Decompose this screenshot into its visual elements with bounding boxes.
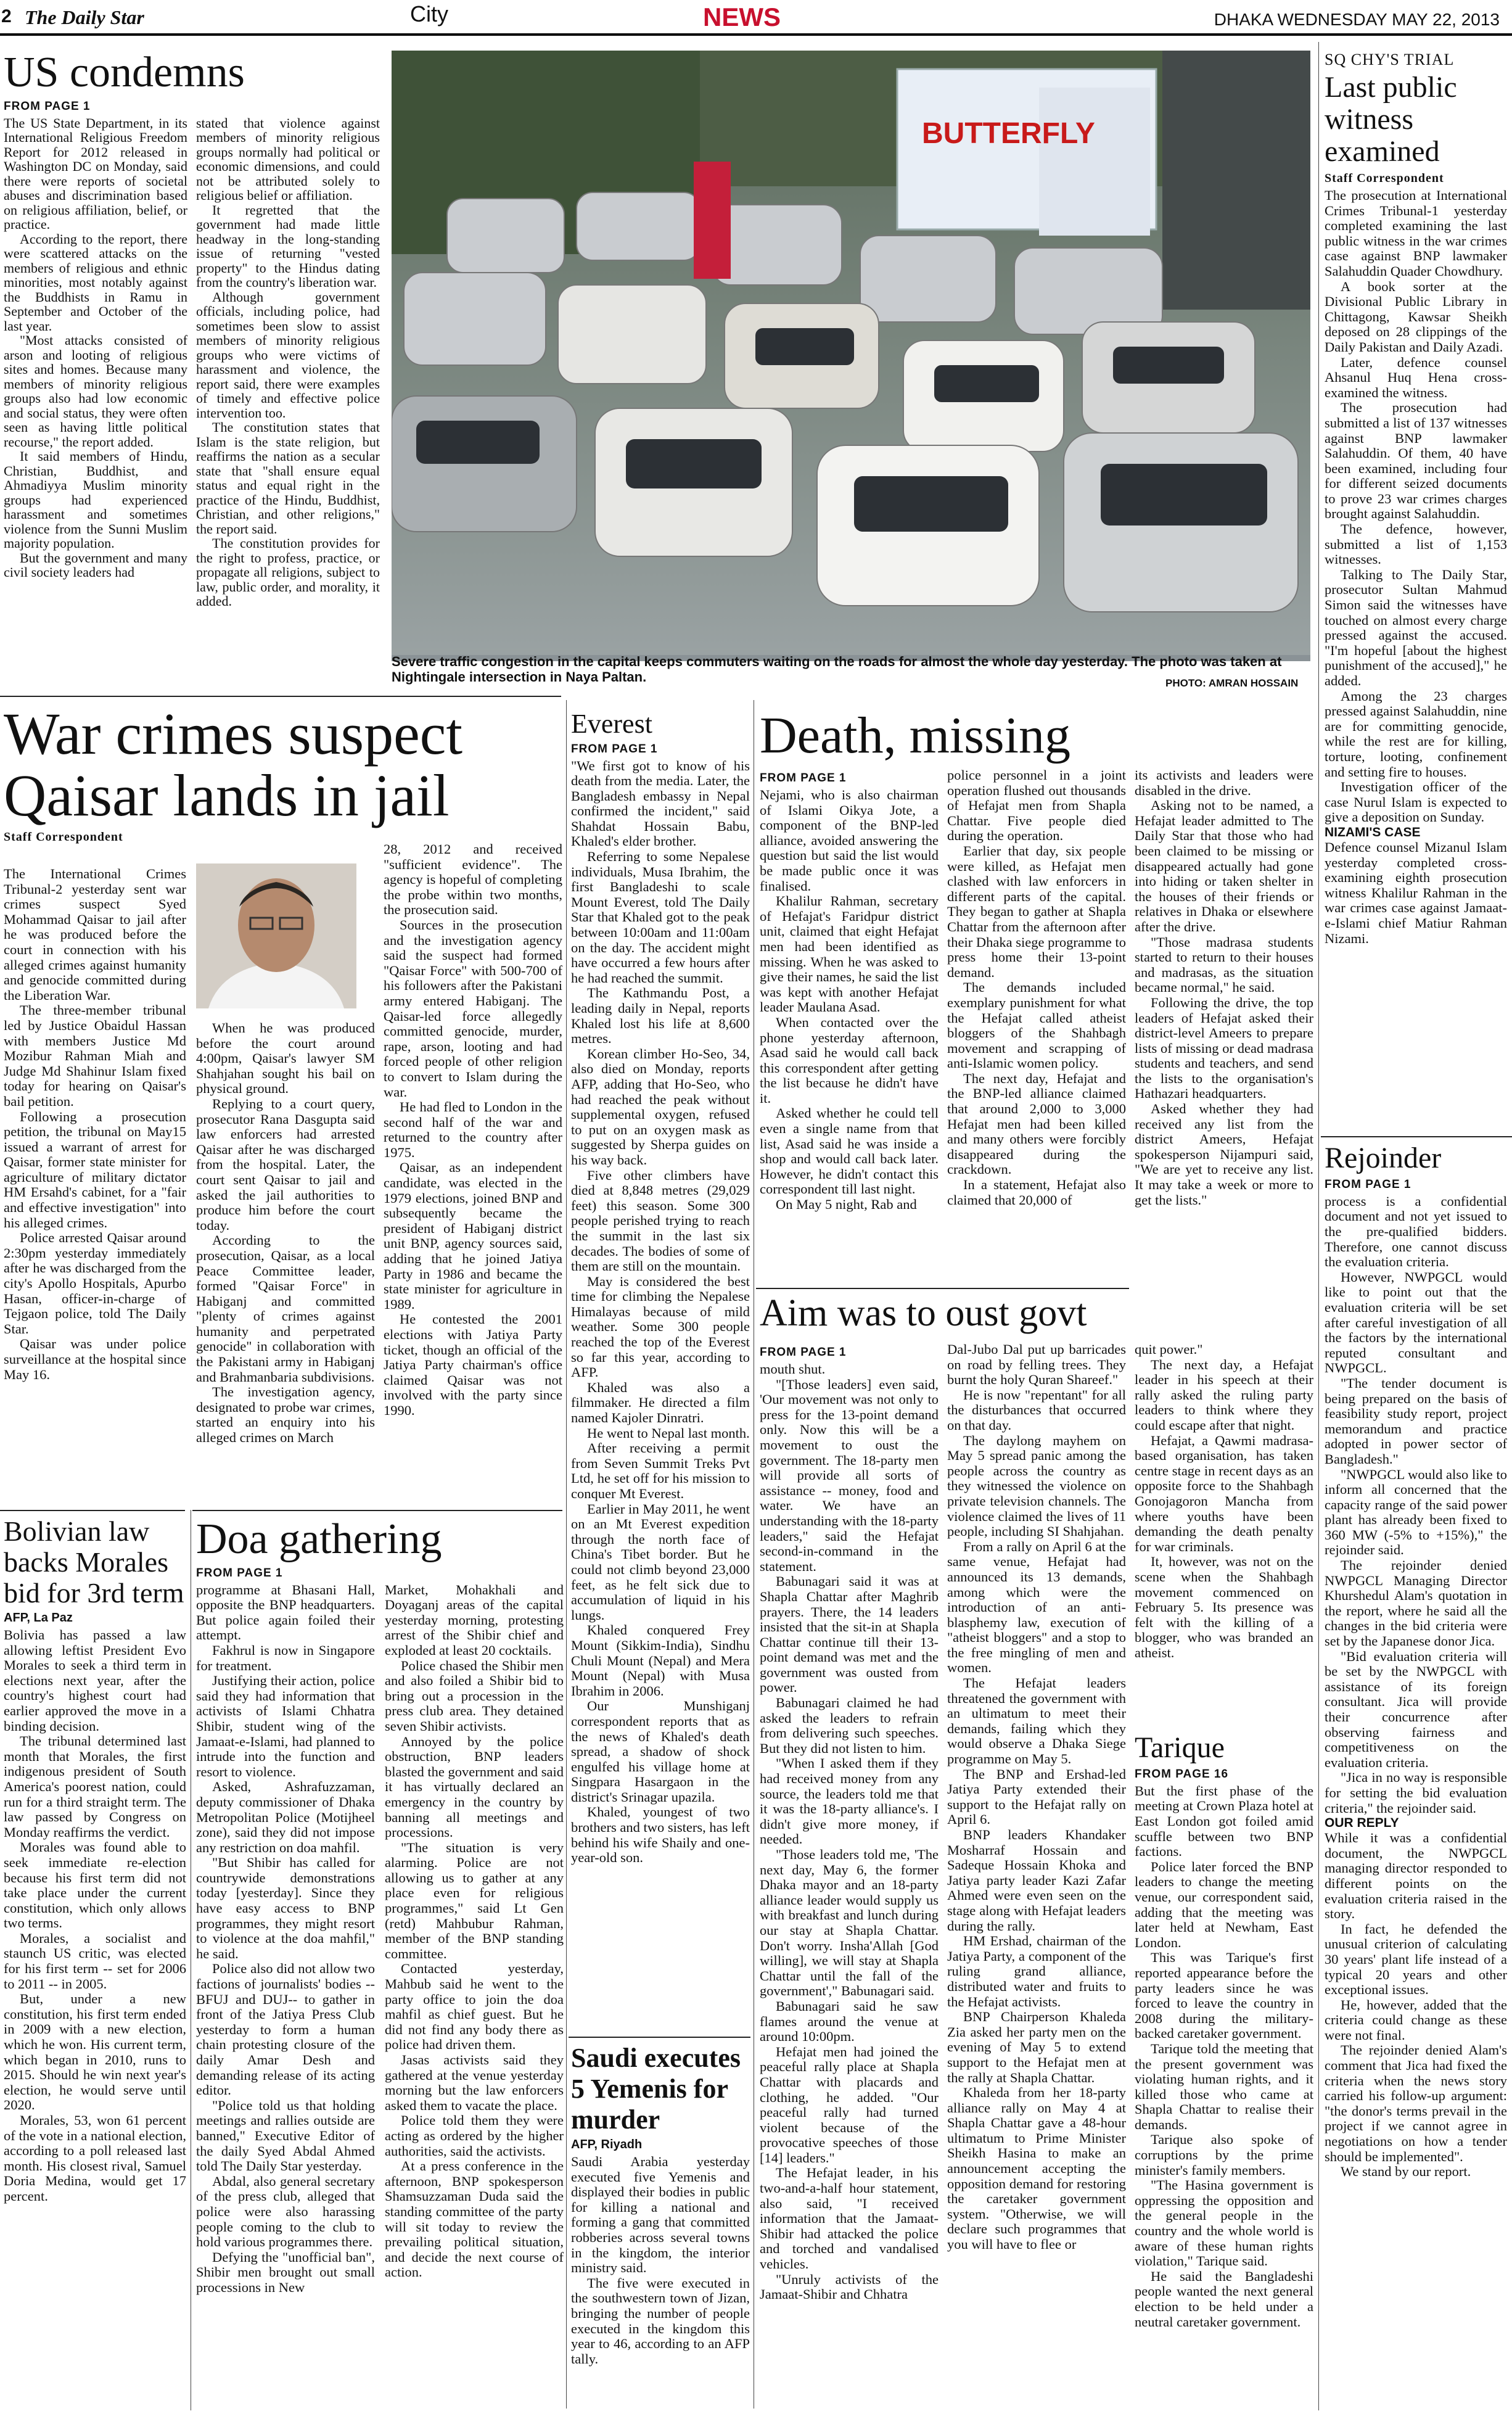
paragraph: When contacted over the phone yesterday afternoon, Asad said he would call back this correspondent after getting the list because he didn't have it.: [760, 1014, 939, 1106]
traffic-photo: [392, 51, 1310, 661]
byline: Staff Correspondent: [4, 830, 123, 844]
article-column: [384, 842, 562, 1419]
story-sq-chy-trial: [1325, 51, 1507, 946]
article-column: [4, 116, 187, 609]
paragraph: Khalilur Rahman, secretary of Hefajat's Faridpur district unit, claimed that eight Hefajat men had been identified as missing. When he was asked to give their names, he said the list was kept with another Hefajat leader Maulana Asad.: [760, 893, 939, 1015]
paragraph: He, however, added that the criteria could change as these were not final.: [1325, 1997, 1507, 2043]
paragraph: The investigation agency, designated to probe war crimes, started an enquiry into his alleged crimes on March: [196, 1384, 375, 1446]
article-column: [1325, 1194, 1507, 1816]
paragraph: Abdal, also general secretary of the press club, alleged that police were also harassing people coming to the club to hold various programmes there.: [196, 2173, 375, 2250]
article-column: [571, 2154, 750, 2367]
paragraph: Khaled conquered Frey Mount (Sikkim-India), Sindhu Chuli Mount (Nepal) and Mera Mount (Nepal) with Musa Ibrahim in 2006.: [571, 1622, 750, 1699]
paragraph: "[Those leaders] even said, 'Our movement was not only to press for the 13-point demand only. Now this will be a movement to oust the government. The 18-party men will provide all sorts of assistance -- money, food and water. We have an understanding with the 18-party leaders," said the Hefajat second-in-command in the statement.: [760, 1376, 939, 1574]
paragraph: The next day, a Hefajat leader in his speech at their rally asked the ruling party leaders to think where they could escape after that night.: [1135, 1356, 1313, 1433]
paragraph: The prosecution at International Crimes Tribunal-1 yesterday completed examining the last public witness in the war crimes case against BNP lawmaker Salahuddin Quader Chowdhury.: [1325, 188, 1507, 279]
story-qaisar: [4, 703, 565, 847]
paragraph: The next day, Hefajat and the BNP-led alliance claimed that around 2,000 to 3,000 Hefajat men had been killed and many others were forcibly disappeared during the crackdown.: [947, 1070, 1126, 1177]
article-column: [947, 1342, 1126, 2252]
column-rule: [566, 700, 567, 2409]
headline: Doa gathering: [196, 1515, 442, 1563]
photo-caption: Severe traffic congestion in the capital keeps commuters waiting on the roads for almost the whole day yesterday. The photo was taken at Nightingale intersection in Naya Paltan.: [392, 654, 1282, 685]
headline: Rejoinder: [1325, 1142, 1442, 1174]
headline: Death, missing: [760, 707, 1070, 764]
section-label: NEWS: [703, 2, 781, 31]
paragraph: Dal-Jubo Dal put up barricades on road by felling trees. They burnt the holy Quran Shareef.": [947, 1342, 1126, 1388]
kicker: FROM PAGE 1: [760, 1346, 847, 1359]
paragraph: "The tender document is being prepared on the basis of feasibility study report, project memorandum and practice adopted in power sector of Bangladesh.": [1325, 1375, 1507, 1467]
headline: Tarique: [1135, 1731, 1225, 1764]
paragraph: Babunagari said he saw flames around the venue at around 10:00pm.: [760, 1998, 939, 2045]
article-column: [760, 1342, 939, 2302]
article-column: [1135, 1784, 1313, 2330]
paragraph: He is now "repentant" for all the disturbances that occurred on that day.: [947, 1387, 1126, 1433]
paragraph: When he was produced before the court around 4:00pm, Qaisar's lawyer SM Shahjahan sought his bail on physical ground.: [196, 1020, 375, 1097]
paragraph: But the first phase of the meeting at Crown Plaza hotel at East London got foiled amid scuffle between two BNP factions.: [1135, 1782, 1313, 1860]
paragraph: Our Munshiganj correspondent reports that as the news of Khaled's death spread, a shadow of shock engulfed his village home at Singpara Hasargaon in the district's Srinagar upazila.: [571, 1698, 750, 1805]
divider: [569, 2037, 750, 2038]
paragraph: Asked whether he could tell even a single name from that list, Asad said he was inside a shop and would call back later. However, he didn't contact this correspondent till last night.: [760, 1105, 939, 1197]
paragraph: The tribunal determined last month that Morales, the first indigenous president of South America's poorest nation, could run for a third straight term. The law passed by Congress on Monday reaffirms the verdict.: [4, 1733, 186, 1840]
paragraph: process is a confidential document and not yet issued to the pre-qualified bidders. Therefore, one cannot discuss the evaluation criteria.: [1325, 1193, 1507, 1270]
paragraph: The constitution provides for the right to profess, practice, or propagate all religions, subject to law, public order, and morality, it added.: [196, 535, 380, 609]
byline: Staff Correspondent: [1325, 171, 1444, 185]
paragraph: 28, 2012 and received "sufficient evidence". The agency is hopeful of completing the probe within two months, the prosecution said.: [384, 841, 562, 918]
paragraph: The US State Department, in its International Religious Freedom Report for 2012 released in Washington DC on Monday, said there were reports of societal abuses and discrimination based on religious affiliation, belief, or practice.: [4, 115, 187, 233]
headline: Last public witness examined: [1325, 71, 1457, 168]
paragraph: "Those leaders told me, 'The next day, May 6, the former Dhaka mayor and an 18-party alliance leader would supply us with breakfast and lunch during our stay at Shapla Chattar. Don't worry. Insha'Allah [God willing], we will stay at Shapla Chattar until the fall of the government'," Babunagari said.: [760, 1847, 939, 1999]
article-column: [4, 1628, 186, 2204]
paragraph: Asked whether they had received any list from the district Ameers, Hefajat spokesperson Nijampuri said, "We are yet to receive any list. It may take a week or more to get the lists.": [1135, 1101, 1313, 1208]
paragraph: Defence counsel Mizanul Islam yesterday completed cross-examining eighth prosecution witness Khalilur Rahman in the war crimes case against Jamaat-e-Islami chief Matiur Rahman Nizami.: [1325, 839, 1507, 946]
paragraph: The five were executed in the southwestern town of Jizan, bringing the number of people executed in the kingdom this year to 46, according to an AFP tally.: [571, 2275, 750, 2367]
portrait-graphic: [196, 863, 356, 1008]
portrait-photo: [196, 863, 356, 1008]
paragraph: The constitution states that Islam is the state religion, but reaffirms the nation as a secular state that "shall ensure equal status and equal right in the practice of the Hindu, Buddhist, Christian, and other religions," the report said.: [196, 419, 380, 537]
paragraph: "Those madrasa students started to return to their houses and madrasas, as the situation became normal," he said.: [1135, 934, 1313, 995]
paragraph: Following a prosecution petition, the tribunal on May15 issued a warrant of arrest for Qaisar, former state minister for agriculture of military dictator HM Ersahd's cabinet, for a "fair and effective investigation" into his alleged crimes.: [4, 1108, 186, 1230]
masthead-logo: The Daily Star: [25, 6, 144, 28]
paragraph: It, however, was not on the scene when the Shahbagh movement commenced on February 5. Its presence was felt with the killing of a blogger, who was branded an atheist.: [1135, 1554, 1313, 1660]
paragraph: "Police told us that holding meetings and rallies outside are banned," Executive Editor of the daily Syed Abdal Ahmed told The Daily Star yesterday.: [196, 2097, 375, 2174]
header-rule: [0, 33, 1512, 36]
page-header: [0, 0, 1512, 37]
paragraph: HM Ershad, chairman of the Jatiya Party, a component of the ruling grand alliance, distributed water and fruits to the Hefajat activists.: [947, 1933, 1126, 2009]
paragraph: Police later forced the BNP leaders to change the meeting venue, our correspondent said, adding that the meeting was later held at Newham, East London.: [1135, 1858, 1313, 1950]
article-column: [385, 1583, 564, 2296]
paragraph: The BNP and Ershad-led Jatiya Party extended their support to the Hefajat rally on April 6.: [947, 1766, 1126, 1828]
paragraph: May is considered the best time for climbing the Nepalese Himalayas because of mild weather. Some 300 people reached the top of the Everest so far this year, according to AFP.: [571, 1273, 750, 1380]
story-everest: [571, 709, 750, 1866]
paragraph: Tarique told the meeting that the present government was violating human rights, and it killed those who came at Shapla Chattar to realise their demands.: [1135, 2040, 1313, 2132]
story-doa-gathering: [196, 1516, 566, 2296]
paragraph: At a press conference in the afternoon, BNP spokesperson Shamsuzzaman Duda said the standing committee of the party will sit today to review the prevailing political situation, and decide the next course of action.: [385, 2158, 564, 2280]
paragraph: Nejami, who is also chairman of Islami Oikya Jote, a component of the BNP-led alliance, avoided answering the question but said the list would be made public once it was finalised.: [760, 787, 939, 894]
paragraph: Morales was found able to seek immediate re-election because his first term did not take place under the current constitution, which only allows two terms.: [4, 1839, 186, 1931]
paragraph: He said the Bangladeshi people wanted the next general election to be held under a neutral caretaker government.: [1135, 2268, 1313, 2330]
agency-line: AFP, La Paz: [4, 1611, 73, 1625]
paragraph: He had fled to London in the second half of the war and returned to the country after 1975.: [384, 1099, 562, 1160]
page-number: 2: [1, 6, 12, 27]
paragraph: Later, defence counsel Ahsanul Huq Hena cross-examined the witness.: [1325, 354, 1507, 400]
paragraph: Hefajat men had joined the peaceful rally place at Shapla Chattar with placards and clothing, he added. "Our peaceful rally had turned violent because of the provocative speeches of those [14] leaders.": [760, 2043, 939, 2166]
article-column: [947, 768, 1126, 1208]
paragraph: The Kathmandu Post, a leading daily in Nepal, reports Khaled lost his life at 8,600 metres.: [571, 985, 750, 1047]
paragraph: After receiving a permit from Seven Summit Treks Pvt Ltd, he set off for his mission to conquer Mt Everest.: [571, 1440, 750, 1502]
paragraph: Babunagari claimed he had asked the leaders to refrain from delivering such speeches. But they did not listen to him.: [760, 1695, 939, 1756]
paragraph: Investigation officer of the case Nurul Islam is expected to give a deposition on Sunday.: [1325, 779, 1507, 825]
subhead: OUR REPLY: [1325, 1816, 1399, 1831]
kicker: FROM PAGE 1: [1325, 1177, 1411, 1191]
paragraph: Justifying their action, police said they had information that activists of Islami Chhatra Shibir, student wing of the Jamaat-e-Islami, had planned to intrude into the function and resort to violence.: [196, 1673, 375, 1779]
paragraph: He went to Nepal last month.: [587, 1425, 750, 1441]
paragraph: Police arrested Qaisar around 2:30pm yesterday immediately after he was discharged from the city's Apollo Hospitals, Apurbo Hasan, officer-in-charge of Tejgaon police, told The Daily Star.: [4, 1230, 186, 1337]
paragraph: Korean climber Ho-Seo, 34, also died on Monday, reports AFP, adding that Ho-Seo, who had reached the peak without supplemental oxygen, refused to put on an oxygen mask as suggested by Sherpa guides on his way back.: [571, 1045, 750, 1168]
paragraph: In a statement, Hefajat also claimed that 20,000 of: [947, 1177, 1126, 1208]
paragraph: Asking not to be named, a Hefajat leader admitted to The Daily Star that those who had been claimed to be missing or disappeared actually had gone into hiding or taken shelter in the houses of their friends or relatives in Dhaka or elsewhere after the drive.: [1135, 797, 1313, 934]
paragraph: The Hefajat leaders threatened the government with an ultimatum to meet their demands, failing which they would observe a Dhaka Siege programme on May 5.: [947, 1675, 1126, 1767]
article-column: [1135, 1342, 1313, 1660]
divider: [0, 696, 561, 697]
story-tarique: [1135, 1732, 1313, 2330]
article-column: [760, 768, 939, 1213]
paragraph: Qaisar was under police surveillance at the hospital since May 16.: [4, 1336, 186, 1382]
divider: [0, 1510, 185, 1511]
kicker: FROM PAGE 1: [760, 772, 847, 785]
paragraph: "The situation is very alarming. Police are not allowing us to gather at any place even for religious programmes," said Lt Gen (retd) Mahbubur Rahman, member of the BNP standing committee.: [385, 1839, 564, 1961]
story-aim: [760, 1293, 1130, 1334]
paragraph: mouth shut.: [760, 1361, 826, 1377]
paragraph: According to the prosecution, Qaisar, as a local Peace Committee leader, formed "Qaisar Force" in Habiganj and committed "plenty of crimes against humanity and perpetrated genocide" in collaboration with the Pakistani army in Habiganj and Brahmanbaria subdivisions.: [196, 1232, 375, 1385]
paragraph: But, under a new constitution, his first term ended in 2009 with a new election, which he won. His current term, which began in 2010, runs to 2015. Should he win next year's election, he would serve until 2020.: [4, 1991, 186, 2113]
paragraph: Contacted yesterday, Mahbub said he went to the party office to join the doa mahfil as chief guest. But he did not find any body there as police had driven them.: [385, 1961, 564, 2053]
paragraph: Earlier in May 2011, he went on an Mt Everest expedition through the north face of China's Tibet border. But he could not climb beyond 23,000 feet, as he felt sick due to accumulation of liquid in his lungs.: [571, 1501, 750, 1623]
photo-credit: PHOTO: AMRAN HOSSAIN: [1165, 677, 1299, 689]
paragraph: Although government officials, including police, had sometimes been slow to assist members of minority religious groups who were victims of harassment and violence, the report said, there were examples of timely and effective police intervention too.: [196, 289, 380, 421]
traffic-photo-graphic: [392, 51, 1310, 655]
paragraph: This was Tarique's first reported appearance before the party leaders since he was forced to leave the country in 2008 during the military-backed caretaker government.: [1135, 1950, 1313, 2042]
paragraph: Hefajat, a Qawmi madrasa-based organisation, has taken centre stage in recent days as an opposite force to the Shahbagh Gonojagoron Mancha from where youths have been demanding the death penalty for war criminals.: [1135, 1432, 1313, 1554]
article-column: [571, 759, 750, 1866]
headline: Everest: [571, 709, 652, 739]
paragraph: Asked, Ashrafuzzaman, deputy commissioner of Dhaka Metropolitan Police (Motijheel zone), said they did not impose any restriction on doa mahfil.: [196, 1779, 375, 1855]
paragraph: Police also did not allow two factions of journalists' bodies -- BFUJ and DUJ-- to gather in front of the Jatiya Press Club yesterday to form a human chain protesting closure of the daily Amar Desh and demanding release of its acting editor.: [196, 1961, 375, 2098]
paragraph: stated that violence against members of minority religious groups normally had political or economic dimensions, and could not be attributed solely to religious belief or affiliation.: [196, 115, 380, 204]
truck-logo-text: BUTTERFLY: [922, 117, 1095, 150]
paragraph: "Bid evaluation criteria will be set by the NWPGCL with assistance of its foreign consultant. Jica will provide their concurrence after observing fairness and competitiveness on the evaluation criteria.: [1325, 1648, 1507, 1770]
paragraph: Market, Mohakhali and Doyaganj areas of the capital yesterday morning, protesting arrest of the Shibir chief and exploded at least 20 cocktails.: [385, 1581, 564, 1658]
paragraph: According to the report, there were scattered attacks on the members of religious and ethnic minorities, most notably against the Buddhists in Ramu in September and October of the last year.: [4, 231, 187, 334]
paragraph: programme at Bhasani Hall, opposite the BNP headquarters. But police again foiled their attempt.: [196, 1581, 375, 1643]
column-rule: [1318, 42, 1319, 2410]
divider: [756, 1288, 1129, 1289]
paragraph: Khaled, youngest of two brothers and two sisters, has left behind his wife Shaily and one-year-old son.: [571, 1804, 750, 1866]
paragraph: Khaled was also a filmmaker. He directed a film named Kajoler Dinratri.: [571, 1379, 750, 1426]
paragraph: He contested the 2001 elections with Jatiya Party ticket, though an official of the Jatiya Party chairman's office claimed Qaisar was not involved with the party since 1990.: [384, 1311, 562, 1418]
paragraph: Following the drive, the top leaders of Hefajat asked their district-level Ameers to prepare lists of missing or dead madrasa students and teachers, and send the lists to the organisation's Hathazari headquarters.: [1135, 994, 1313, 1102]
article-column: [196, 1021, 375, 1446]
paragraph: Among the 23 charges pressed against Salahuddin, nine are for committing genocide, while the rest are for killing, torture, looting, confinement and setting fire to houses.: [1325, 688, 1507, 780]
paragraph: Defying the "unofficial ban", Shibir men brought out small processions in New: [196, 2249, 375, 2295]
paragraph: "Unruly activists of the Jamaat-Shibir and Chhatra: [760, 2271, 939, 2302]
headline: Aim was to oust govt: [760, 1292, 1087, 1334]
divider: [192, 1510, 562, 1511]
paragraph: Referring to some Nepalese individuals, Musa Ibrahim, the first Bangladeshi to scale Mount Everest, told The Daily Star that Khaled got to the peak between 10:00am and 11:00am on the day. The accident might have occurred a few hours after he had reached the summit.: [571, 849, 750, 986]
article-column: [1325, 188, 1507, 825]
headline: Bolivian law backs Morales bid for 3rd term: [4, 1515, 184, 1609]
paragraph: police personnel in a joint operation flushed out thousands of Hefajat men from Shapla Chattar. Five people died during the operation.: [947, 767, 1126, 844]
paragraph: In fact, he defended the unusual criterion of calculating 30 years' plant life instead of a typical 20 years and other exceptional issues.: [1325, 1921, 1507, 1998]
article-column: [1325, 840, 1507, 946]
paragraph: From a rally on April 6 at the same venue, Hefajat had announced its 13 demands, among which were the introduction of an anti-blasphemy law, execution of "atheist bloggers" and a stop to the free mingling of men and women.: [947, 1538, 1126, 1676]
paragraph: "But Shibir has called for countrywide demonstrations today [yesterday]. Since they have easy access to BNP programmes, they might resort to violence at the doa mahfil," he said.: [196, 1855, 375, 1961]
kicker: FROM PAGE 1: [4, 99, 91, 113]
paragraph: "Jica in no way is responsible for setting the bid evaluation criteria," the rejoinder said.: [1325, 1770, 1507, 1816]
paragraph: Khaleda from her 18-party alliance rally on May 4 at Shapla Chattar gave a 48-hour ultimatum to Prime Minister Sheikh Hasina to make an announcement accepting the opposition demand for restoring the caretaker government system. "Otherwise, we will declare such programmes that you will have to flee or: [947, 2085, 1126, 2252]
kicker: FROM PAGE 16: [1135, 1767, 1229, 1781]
headline: US condemns: [4, 49, 245, 96]
paragraph: The rejoinder denied NWPGCL Managing Director Khurshedul Alam's quotation in the report, where he said all the changes in the bid criteria were set by the Japanese donor Jica.: [1325, 1557, 1507, 1649]
paragraph: The prosecution had submitted a list of 137 witnesses against BNP lawmaker Salahuddin. Of them, 40 have been examined, including four for different seized documents to prove 23 war crimes charges brought against Salahuddin.: [1325, 400, 1507, 522]
paragraph: "The Hasina government is oppressing the opposition and the general people in the country and the whole world is aware of these human rights violation," Tarique said.: [1135, 2177, 1313, 2269]
paragraph: Replying to a court query, prosecutor Rana Dasgupta said law enforcers had arrested Qaisar after he was discharged from the hospital. Later, the court sent Qaisar to jail and asked the jail authorities to produce him before the court today.: [196, 1095, 375, 1233]
kicker: FROM PAGE 1: [196, 1566, 283, 1580]
headline: War crimes suspect Qaisar lands in jail: [4, 701, 462, 828]
paragraph: Saudi Arabia yesterday executed five Yemenis and displayed their bodies in public for killing a national and forming a gang that committed robberies across several towns in the kingdom, the interior ministry said.: [571, 2154, 750, 2276]
subhead: NIZAMI'S CASE: [1325, 825, 1421, 839]
article-column: [1135, 768, 1313, 1208]
article-column: [196, 116, 380, 609]
paragraph: "NWPGCL would also like to inform all concerned that the capacity range of the said power plant has already been fixed to 360 MW (-5% to +15%)," the rejoinder said.: [1325, 1466, 1507, 1558]
dateline: DHAKA WEDNESDAY MAY 22, 2013: [1214, 10, 1500, 29]
paragraph: The rejoinder denied Alam's comment that Jica had fixed the criteria when the news story carried his follow-up argument: "the donor's terms prevail in the project if we cannot agree in negotiations on how a tender should be implemented".: [1325, 2042, 1507, 2164]
headline: Saudi executes 5 Yemenis for murder: [571, 2043, 741, 2135]
paragraph: The Hefajat leader, in his two-and-a-half hour statement, also said, "I received information that the Jamaat-Shibir had attacked the police and torched and vandalised vehicles.: [760, 2165, 939, 2272]
paragraph: The defence, however, submitted a list of 1,153 witnesses.: [1325, 521, 1507, 567]
article-column: [4, 867, 186, 1382]
paragraph: Qaisar, as an independent candidate, was elected in the 1979 elections, joined BNP and subsequently became the president of Habiganj district unit BNP, agency sources said, adding that he joined Jatiya Party in 1986 and became the state minister for agriculture in 1989.: [384, 1160, 562, 1312]
paragraph: It regretted that the government had made little headway in the long-standing issue of returning "vested property" to the Hindus dating from the country's liberation war.: [196, 202, 380, 291]
paragraph: We stand by our report.: [1341, 2164, 1471, 2180]
paragraph: While it was a confidential document, the NWPGCL managing director responded to different points on the evaluation criteria raised in the story.: [1325, 1830, 1507, 1922]
paragraph: Annoyed by the police obstruction, BNP leaders blasted the government and said it has virtually declared an emergency in the country by banning all meetings and processions.: [385, 1733, 564, 1840]
article-column: [196, 1583, 375, 2296]
paragraph: "Most attacks consisted of arson and looting of religious sites and homes. Because many members of minority religious groups also had low economic and social status, they were often seen as having little political recourse," the report added.: [4, 332, 187, 450]
story-rejoinder: [1325, 1142, 1507, 2180]
paragraph: The demands included exemplary punishment for what the Hefajat called atheist bloggers of the Shahbagh movement and scrapping of anti-Islamic women policy.: [947, 979, 1126, 1071]
paragraph: The three-member tribunal led by Justice Obaidul Hassan with members Justice Md Mozibur Rahman Miah and Judge Md Shahinur Islam fixed today for hearing on Qaisar's bail petition.: [4, 1002, 186, 1109]
paragraph: quit power.": [1135, 1342, 1203, 1357]
paragraph: Morales, 53, won 61 percent of the vote in a national election, according to a poll released last month. His closest rival, Samuel Doria Medina, would get 17 percent.: [4, 2112, 186, 2204]
paragraph: Police chased the Shibir men and also foiled a Shibir bid to bring out a procession in the press club area. They detained seven Shibir activists.: [385, 1657, 564, 1734]
kicker: FROM PAGE 1: [571, 742, 658, 756]
paragraph: "We first got to know of his death from the media. Later, the Bangladesh embassy in Nepal confirmed the incident," said Shahdat Hossain Babu, Khaled's elder brother.: [571, 757, 750, 849]
story-us-condemns: [4, 49, 380, 609]
agency-line: AFP, Riyadh: [571, 2138, 643, 2151]
story-death-missing: [760, 708, 1315, 764]
paragraph: On May 5 night, Rab and: [776, 1197, 917, 1213]
paragraph: BNP Chairperson Khaleda Zia asked her party men on the evening of May 5 to extend support to the Hefajat men at the rally at Shapla Chattar.: [947, 2009, 1126, 2085]
paragraph: Morales, a socialist and staunch US critic, was elected for his first term -- set for 2006 to 2011 -- in 2005.: [4, 1930, 186, 1992]
paragraph: Sources in the prosecution and the investigation agency said the suspect had formed "Qaisar Force" with 500-700 of his followers after the Pakistani army entered Habiganj. The Qaisar-led force allegedly committed genocide, murder, rape, arson, looting and had forced people of other religion to convert to Islam during the war.: [384, 917, 562, 1100]
paragraph: Tarique also spoke of corruptions by the prime minister's family members.: [1135, 2132, 1313, 2178]
paragraph: A book sorter at the Divisional Public Library in Chittagong, Kawsar Sheikh deposed on 28 clippings of the Daily Pakistan and Daily Azadi.: [1325, 278, 1507, 355]
paragraph: The International Crimes Tribunal-2 yesterday sent war crimes suspect Syed Mohammad Qaisar to jail after he was produced before the court in connection with his alleged crimes against humanity and genocide committed during the Liberation War.: [4, 866, 186, 1003]
paragraph: Five other climbers have died at 8,848 metres (29,029 feet) this season. Some 300 people perished trying to reach the summit in the last six decades. The bodies of some of them are still on the mountain.: [571, 1167, 750, 1274]
story-saudi: [571, 2043, 750, 2367]
paragraph: It said members of Hindu, Christian, Buddhist, and Ahmadiyya Muslim minority groups had experienced harassment and sometimes violence from the Sunni Muslim majority population.: [4, 448, 187, 551]
paragraph: its activists and leaders were disabled in the drive.: [1135, 767, 1313, 798]
section-name: City: [410, 1, 448, 27]
paragraph: "When I asked them if they had received money from any source, the leaders told me that it was the 18-party alliance's. I didn't give more money, if needed.: [760, 1755, 939, 1847]
paragraph: Earlier that day, six people were killed, as Hefajat men clashed with law enforcers in different parts of the capital. They began to gather at Shapla Chattar from the afternoon after their Dhaka siege programme to press home their 13-point demand.: [947, 843, 1126, 980]
article-column: [1325, 1831, 1507, 2180]
paragraph: Fakhrul is now in Singapore for treatment.: [196, 1642, 375, 1673]
kicker: SQ CHY'S TRIAL: [1325, 51, 1455, 68]
paragraph: Police told them they were acting as ordered by the higher authorities, said the activists.: [385, 2112, 564, 2159]
story-bolivia: [4, 1516, 186, 2204]
paragraph: The daylong mayhem on May 5 spread panic among the people across the country as they witnessed the violence on private television channels. The violence claimed the lives of 11 people, including SI Shahjahan.: [947, 1432, 1126, 1539]
divider: [1321, 1136, 1512, 1137]
paragraph: However, NWPGCL would like to point out that the evaluation criteria will be set after careful investigation of all the factors by the international reputed consultant and NWPGCL.: [1325, 1269, 1507, 1376]
paragraph: But the government and many civil society leaders had: [4, 550, 187, 580]
paragraph: BNP leaders Khandaker Mosharraf Hossain and Sadeque Hossain Khoka and Jatiya party leader Kazi Zafar Ahmed were even seen on the stage along with Hefajat leaders during the rally.: [947, 1827, 1126, 1934]
paragraph: Babunagari said it was at Shapla Chattar after Maghrib prayers. There, the 14 leaders insisted that the sit-in at Shapla Chattar continue till their 13-point demand was met and the government was ousted from power.: [760, 1573, 939, 1696]
paragraph: Talking to The Daily Star, prosecutor Sultan Mahmud Simon said the witnesses have touched on almost every charge pressed against the accused. "I'm hopeful [about the highest punishment of the accused]," he added.: [1325, 566, 1507, 688]
paragraph: Jasas activists said they gathered at the venue yesterday morning but the law enforcers asked them to vacate the place.: [385, 2052, 564, 2113]
paragraph: Bolivia has passed a law allowing leftist President Evo Morales to seek a third term in elections next year, after the country's highest court had earlier approved the move in a binding decision.: [4, 1627, 186, 1734]
